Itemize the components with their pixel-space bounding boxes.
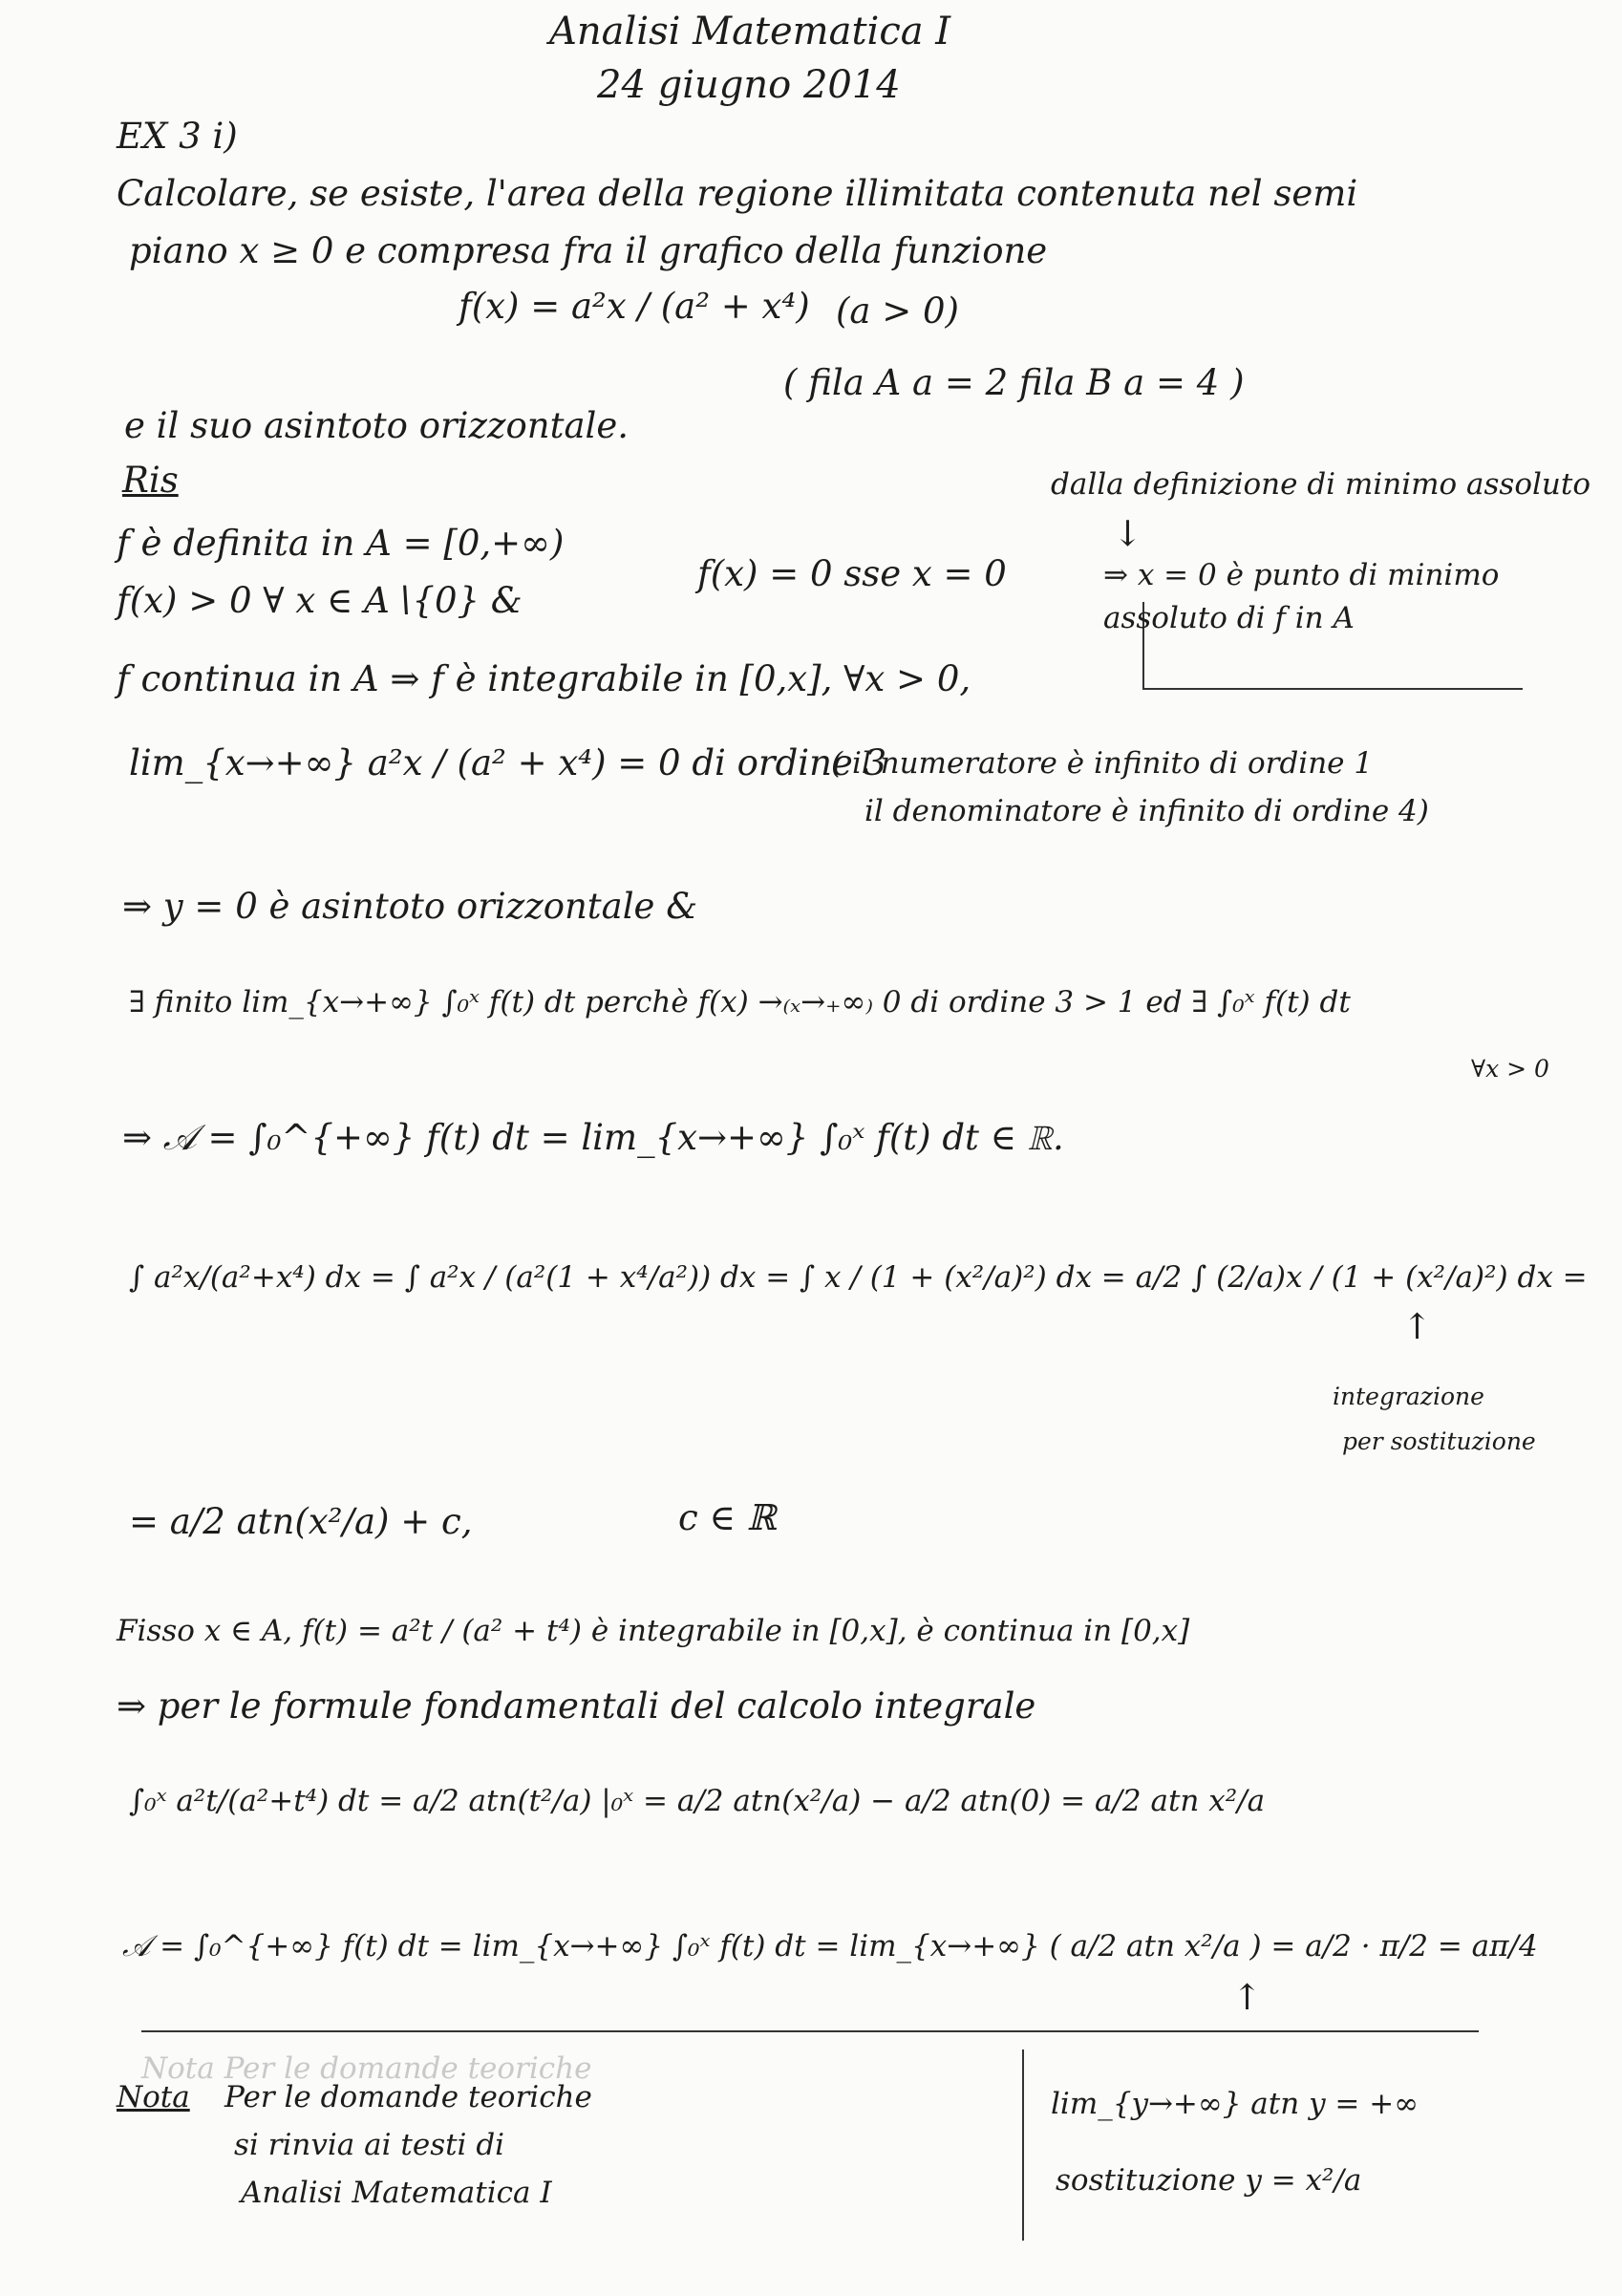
finite-limit-line: ∃ finito lim_{x→+∞} ∫₀ˣ f(t) dt perchè f(x) →₍ₓ→₊∞₎ 0 di ordine 3 > 1 ed ∃ ∫₀ˣ f(t) dt [129, 985, 1351, 1019]
zero-condition: f(x) = 0 sse x = 0 [697, 553, 1007, 594]
limit-line: lim_{x→+∞} a²x / (a² + x⁴) = 0 di ordine 3 [129, 742, 887, 783]
arrow-up-icon: ↑ [1402, 1306, 1433, 1347]
final-area-line: 𝒜 = ∫₀^{+∞} f(t) dt = lim_{x→+∞} ∫₀ˣ f(t) dt = lim_{x→+∞} ( a/2 atn x²/a ) = a/2 · π/2 = aπ/4 [122, 1929, 1538, 1963]
integral-chain: ∫ a²x/(a²+x⁴) dx = ∫ a²x / (a²(1 + x⁴/a²)) dx = ∫ x / (1 + (x²/a)²) dx = a/2 ∫ (2/a)x / (1 + (x²/a)²) dx = [129, 1260, 1588, 1295]
statement-line-2: piano x ≥ 0 e compresa fra il grafico della funzione [129, 230, 1048, 271]
limit-note-1: ( il numeratore è infinito di ordine 1 [831, 746, 1374, 781]
arrow-up-icon-2: ↑ [1232, 1977, 1263, 2018]
page-title: Analisi Matematica I [549, 10, 951, 54]
statement-line-3: e il suo asintoto orizzontale. [124, 405, 630, 446]
side-note: dalla definizione di minimo assoluto [1051, 467, 1590, 502]
definite-integral-line: ∫₀ˣ a²t/(a²+t⁴) dt = a/2 atn(t²/a) |₀ˣ = a/2 atn(x²/a) − a/2 atn(0) = a/2 atn x²/a [129, 1784, 1266, 1818]
fundamental-line: ⇒ per le formule fondamentali del calcolo integrale [117, 1685, 1036, 1727]
note-separator [141, 2030, 1479, 2032]
note-divider [1022, 2049, 1024, 2241]
domain-line: f è definita in A = [0,+∞) [117, 523, 565, 564]
aside-line-2: sostituzione y = x²/a [1056, 2163, 1362, 2198]
statement-line-1: Calcolare, se esiste, l'area della regione illimitata contenuta nel semi [117, 173, 1358, 214]
substitution-note-2: per sostituzione [1342, 1427, 1536, 1455]
antiderivative-line: = a/2 atn(x²/a) + c, [129, 1501, 473, 1542]
area-definition: ⇒ 𝒜 = ∫₀^{+∞} f(t) dt = lim_{x→+∞} ∫₀ˣ f(t) dt ∈ ℝ. [122, 1117, 1064, 1158]
aside-line-1: lim_{y→+∞} atn y = +∞ [1051, 2087, 1419, 2121]
arrow-down-icon: ↓ [1113, 513, 1143, 554]
note-line-1: Per le domande teoriche [224, 2080, 592, 2114]
for-all-note: ∀x > 0 [1471, 1055, 1549, 1083]
minimum-box-bottom [1142, 688, 1523, 690]
substitution-note-1: integrazione [1333, 1383, 1484, 1410]
asymptote-line: ⇒ y = 0 è asintoto orizzontale & [122, 886, 698, 927]
fix-x-line: Fisso x ∈ A, f(t) = a²t / (a² + t⁴) è integrabile in [0,x], è continua in [0,x] [117, 1614, 1190, 1648]
minimum-note: ⇒ x = 0 è punto di minimo assoluto di f in A [1103, 558, 1500, 635]
continuity-line: f continua in A ⇒ f è integrabile in [0,x], ∀x > 0, [117, 658, 971, 699]
solution-label: Ris [122, 460, 179, 501]
function-condition: (a > 0) [836, 290, 959, 332]
function-definition: f(x) = a²x / (a² + x⁴) [459, 286, 810, 327]
positivity-line: f(x) > 0 ∀ x ∈ A∖{0} & [117, 580, 523, 621]
note-line-2: si rinvia ai testi di [234, 2128, 505, 2162]
integration-constant: c ∈ ℝ [678, 1497, 777, 1538]
note-label: Nota [117, 2080, 190, 2114]
exam-variants: ( fila A a = 2 fila B a = 4 ) [783, 362, 1245, 403]
limit-note-2: il denominatore è infinito di ordine 4) [864, 794, 1429, 828]
note-line-3: Analisi Matematica I [241, 2176, 552, 2210]
exercise-label: EX 3 i) [117, 116, 238, 157]
page-date: 24 giugno 2014 [597, 63, 901, 107]
note-ghost-text: Nota Per le domande teoriche [141, 2051, 592, 2086]
